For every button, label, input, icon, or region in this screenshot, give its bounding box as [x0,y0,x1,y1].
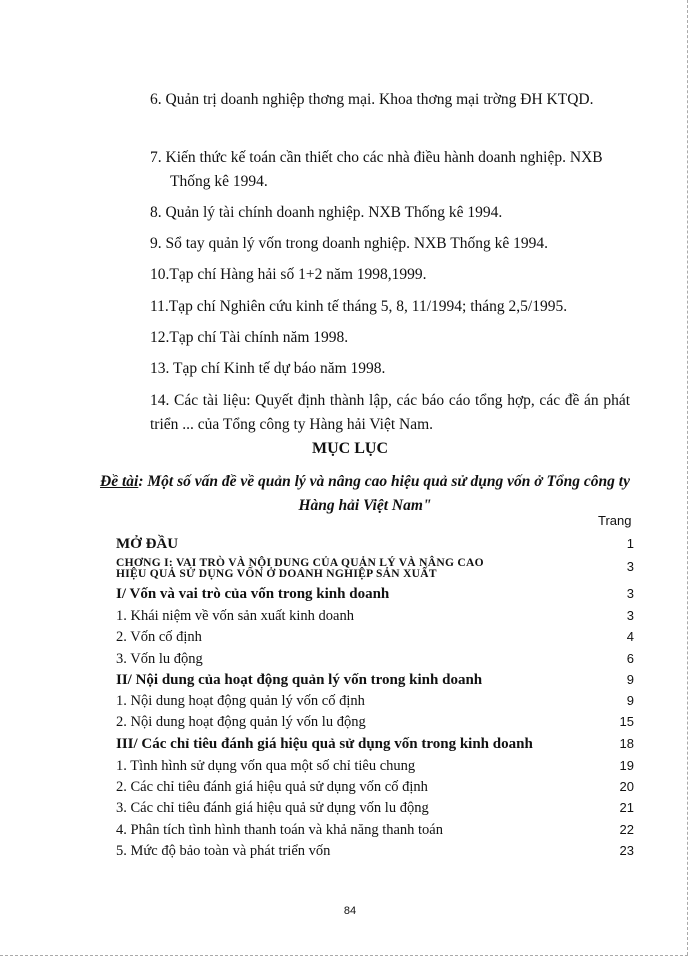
toc-page: 21 [619,800,634,815]
toc-title: 2. Nội dung hoạt động quản lý vốn lu động [116,714,366,730]
reference-text-cont: Thống kê 1994. [170,173,268,190]
toc-page: 6 [626,651,634,666]
toc-title: MỞ ĐẦU [116,536,179,552]
toc-title: 1. Tình hình sử dụng vốn qua một số chỉ tiêu chung [116,758,416,774]
reference-text: 11.Tạp chí Nghiên cứu kinh tế tháng 5, 8, 11/1994; tháng 2,5/1995. [150,298,568,315]
reference-item [150,326,348,350]
toc-heading: MỤC LỤC [312,440,388,457]
toc-title: 3. Vốn lu động [116,651,203,667]
toc-page: 15 [619,714,634,729]
toc-title: 5. Mức độ bảo toàn và phát triển vốn [116,843,331,859]
reference-item [150,201,502,225]
reference-item [150,357,385,381]
toc-row [116,798,634,818]
toc-row [116,670,634,690]
toc-page: 20 [619,779,634,794]
toc-row [116,649,634,669]
toc-page: 22 [619,822,634,837]
toc-row [116,534,634,554]
toc-title: III/ Các chỉ tiêu đánh giá hiệu quả sử dụng vốn trong kinh doanh [116,736,533,752]
reference-text: 12.Tạp chí Tài chính năm 1998. [150,329,349,346]
reference-item [150,295,567,319]
toc-page: 9 [626,693,634,708]
toc-title: 4. Phân tích tình hình thanh toán và khả năng thanh toán [116,822,443,838]
page-border-bottom [0,955,688,956]
topic-text: : Một số vấn đề về quản lý và nâng cao hiệu quả sử dụng vốn ở Tổng công ty Hàng hải Việt Nam" [138,473,630,514]
toc-page: 19 [619,758,634,773]
toc-page: 18 [619,736,634,751]
reference-text: 10.Tạp chí Hàng hải số 1+2 năm 1998,1999. [150,266,427,283]
reference-text: 14. Các tài liệu: Quyết định thành lập, các báo cáo tổng hợp, các đề án phát triển ... của Tổng công ty Hàng hải Việt Nam. [150,392,630,433]
toc-row [116,841,634,861]
toc-page: 3 [626,608,634,623]
reference-item [150,389,630,437]
toc-title: 3. Các chỉ tiêu đánh giá hiệu quả sử dụng vốn lu động [116,800,429,816]
page-border-right [687,0,688,955]
reference-item [150,263,427,287]
topic-label: Đề tài [100,473,139,490]
toc-title: 2. Các chỉ tiêu đánh giá hiệu quả sử dụng vốn cố định [116,779,428,795]
toc-page: 23 [619,843,634,858]
toc-row [116,606,634,626]
page-column-header: Trang [598,513,632,528]
reference-text: 8. Quản lý tài chính doanh nghiệp. NXB Thống kê 1994. [150,204,503,221]
toc-page: 1 [626,536,634,551]
toc-row [116,712,634,732]
toc-row [116,627,634,647]
toc-page: 3 [626,586,634,601]
toc-row [116,777,634,797]
toc-title: 1. Nội dung hoạt động quản lý vốn cố định [116,693,365,709]
reference-text: 7. Kiến thức kế toán cần thiết cho các nhà điều hành doanh nghiệp. NXB [150,149,603,166]
toc-page: 4 [626,629,634,644]
page-number: 84 [343,905,357,917]
toc-title: 1. Khái niệm về vốn sản xuất kinh doanh [116,608,354,624]
toc-title: I/ Vốn và vai trò của vốn trong kinh doanh [116,586,390,602]
reference-item [150,232,548,256]
toc-row [116,557,634,581]
reference-item [150,146,603,194]
toc-title-cont: HIỆU QUẢ SỬ DỤNG VỐN Ở DOANH NGHIỆP SẢN XUẤT [116,568,437,580]
topic-title [100,470,630,518]
toc-title: CHƠNG I: VAI TRÒ VÀ NỘI DUNG CỦA QUẢN LÝ VÀ NÂNG CAO [116,557,484,569]
toc-page: 3 [626,559,634,574]
toc-title: 2. Vốn cố định [116,629,202,645]
reference-text: 6. Quản trị doanh nghiệp thơng mại. Khoa thơng mại trờng ĐH KTQD. [150,91,594,108]
reference-text: 13. Tạp chí Kinh tế dự báo năm 1998. [150,360,386,377]
toc-page: 9 [626,672,634,687]
toc-row [116,691,634,711]
toc-row [116,820,634,840]
toc-row [116,734,634,754]
reference-text: 9. Sổ tay quản lý vốn trong doanh nghiệp. NXB Thống kê 1994. [150,235,548,252]
toc-row [116,584,634,604]
reference-item [150,88,630,112]
toc-row [116,756,634,776]
toc-title: II/ Nội dung của hoạt động quản lý vốn trong kinh doanh [116,672,483,688]
